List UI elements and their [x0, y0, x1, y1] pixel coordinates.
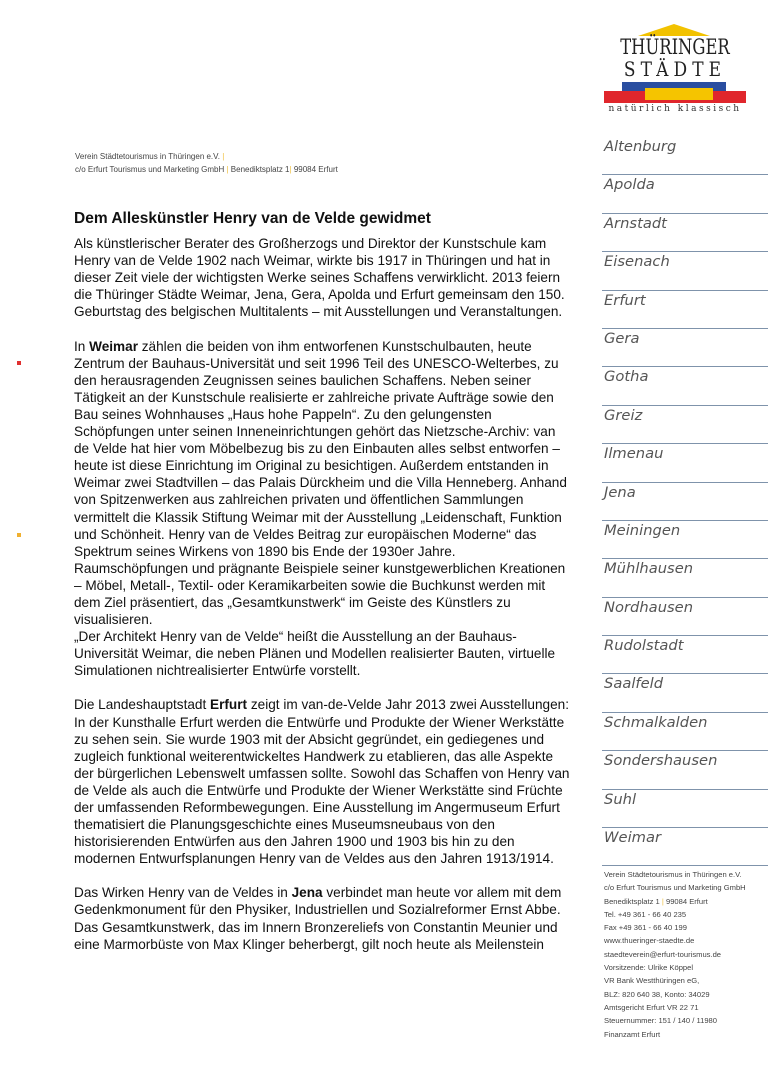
city-label: Schmalkalden [604, 714, 708, 731]
city-label: Gotha [604, 369, 649, 386]
city-item [602, 175, 768, 213]
city-label: Gera [604, 330, 640, 347]
logo-tagline: natürlich klassisch [608, 104, 742, 114]
separator: | [661, 896, 664, 906]
separator: | [289, 165, 292, 174]
separator: | [222, 152, 225, 161]
city-item [602, 713, 768, 751]
footer-phone: Tel. +49 361 - 66 40 235 [604, 909, 687, 919]
separator: | [226, 165, 229, 174]
city-label: Suhl [604, 791, 637, 808]
city-label: Eisenach [604, 254, 670, 271]
city-item [602, 751, 768, 789]
logo-yellow-bar [645, 88, 713, 100]
city-item [602, 444, 768, 482]
org-city: 99084 Erfurt [293, 165, 338, 174]
letterhead-address [75, 150, 338, 176]
footer-contact [604, 868, 746, 1041]
text: „Der Architekt Henry van de Velde“ heißt die Ausstellung an der Bauhaus-Universität Weimar, die neben Plänen und Modellen realisierter Bauten, virtuelle Simulationen nichtrealisierter Entwürfe vorstellt. [74, 629, 556, 679]
text: In [74, 338, 90, 354]
text: Das Wirken Henry van de Veldes in [74, 885, 292, 901]
city-label: Altenburg [604, 139, 677, 155]
footer-line: c/o Erfurt Tourismus und Marketing GmbH [604, 883, 746, 893]
city-label: Apolda [604, 177, 655, 194]
org-co: c/o Erfurt Tourismus und Marketing GmbH [75, 165, 225, 174]
city-item [602, 828, 768, 866]
city-label: Arnstadt [604, 215, 667, 232]
thueringer-staedte-logo [600, 24, 750, 116]
city-label: Sondershausen [604, 753, 718, 770]
footer-line: Vorsitzende: Ulrike Köppel [604, 963, 694, 973]
city-item [602, 598, 768, 636]
article [74, 210, 572, 970]
article-title: Dem Alleskünstler Henry van de Velde gewidmet [74, 210, 431, 227]
logo-line2: STÄDTE [623, 57, 727, 81]
city-item [602, 559, 768, 597]
city-label: Rudolstadt [604, 638, 684, 655]
city-name: Jena [291, 885, 323, 901]
city-item [602, 521, 768, 559]
footer-line: BLZ: 820 640 38, Konto: 34029 [604, 989, 710, 999]
city-item [602, 406, 768, 444]
logo-line1: THÜRINGER [620, 35, 730, 59]
city-label: Erfurt [604, 292, 646, 309]
city-label: Ilmenau [604, 446, 664, 463]
footer-email[interactable]: staedteverein@erfurt-tourismus.de [604, 949, 722, 959]
city-item [602, 252, 768, 290]
city-item [602, 790, 768, 828]
org-name: Verein Städtetourismus in Thüringen e.V. [75, 152, 220, 161]
city-item [602, 674, 768, 712]
paragraph-weimar [74, 338, 572, 680]
city-item [602, 636, 768, 674]
city-label: Greiz [604, 407, 643, 424]
city-item [602, 329, 768, 367]
margin-mark [17, 533, 21, 537]
city-label: Saalfeld [604, 676, 664, 693]
footer-line [604, 895, 746, 908]
footer-line: VR Bank Westthüringen eG, [604, 976, 700, 986]
footer-line: Amtsgericht Erfurt VR 22 71 [604, 1002, 699, 1012]
text: Die Landeshauptstadt [74, 697, 211, 713]
footer-website[interactable]: www.thueringer-staedte.de [604, 936, 695, 946]
city-label: Meiningen [604, 522, 681, 539]
city-label: Weimar [604, 830, 662, 847]
city-label: Mühlhausen [604, 561, 694, 578]
text: Benediktsplatz 1 [604, 896, 660, 906]
text: verbindet man heute vor allem mit dem Gedenkmonument für den Physiker, Industriellen und Sozialreformer Ernst Abbe. Das Gesamtkunstwerk, das im Innern Bronzereliefs von Constantin Meunier und eine Marmorbüste von Max Klinger beherbergt, gilt noch heute als Meilenstein [74, 885, 562, 952]
paragraph-intro: Als künstlerischer Berater des Großherzogs und Direktor der Kunstschule kam Henry van de Velde 1902 nach Weimar, wirkte bis 1917 in Thüringen und hat in dieser Zeit viele der wichtigsten Werke seines Schaffens verwirklicht. 2013 feiern die Thüringer Städte Weimar, Jena, Gera, Apolda und Erfurt gemeinsam den 150. Geburtstag des belgischen Multitalents – mit Ausstellungen und Veranstaltungen. [74, 236, 565, 320]
city-item [602, 483, 768, 521]
margin-mark [17, 361, 21, 365]
paragraph-erfurt [74, 696, 572, 867]
footer-fax: Fax +49 361 - 66 40 199 [604, 923, 687, 933]
city-item [602, 214, 768, 252]
text: 99084 Erfurt [665, 896, 708, 906]
footer-line: Steuernummer: 151 / 140 / 11980 [604, 1016, 717, 1026]
city-label: Jena [604, 484, 636, 501]
city-list [602, 137, 768, 866]
text: zählen die beiden von ihm entworfenen Kunstschulbauten, heute Zentrum der Bauhaus-Universität und seit 1996 Teil des UNESCO-Welterbes, zu den herausragenden Zeugnissen seines baulichen Schaffens. Neben seiner Tätigkeit an der Kunstschule realisierte er zahlreiche private Aufträge sowie den Bau seines Wohnhauses „Haus hohe Pappeln“. Zu den gelungensten Schöpfungen unter seinen Inneneinrichtungen gehört das Nietzsche-Archiv: van de Velde hat hier vom Möbelbezug bis zu den Einbauten alles selbst entworfen – heute ist diese Einrichtung im Original zu besichtigen. Außerdem entstanden in Weimar zwei Stadtvillen – das Palais Dürckheim und die Villa Henneberg. Anhand von Spitzenwerken aus zahlreichen privaten und öffentlichen Sammlungen vermittelt die Klassik Stiftung Weimar mit der Ausstellung „Leidenschaft, Funktion und Schönheit. Henry van de Veldes Beitrag zur europäischen Moderne“ das Spektrum seines Wirkens von 1890 bis Ende der 1930er Jahre. Raumschöpfungen und prägnante Beispiele seiner kunstgewerblichen Kreationen – Möbel, Metall-, Textil- oder Keramikarbeiten sowie die Buchkunst werden mit dem Ziel präsentiert, das „Gesamtkunstwerk“ im Geiste des Künstlers zu visualisieren. [74, 338, 567, 628]
footer-line: Verein Städtetourismus in Thüringen e.V. [604, 870, 742, 879]
city-name: Erfurt [210, 697, 248, 713]
city-item [602, 367, 768, 405]
footer-line: Finanzamt Erfurt [604, 1029, 661, 1039]
city-name: Weimar [89, 338, 138, 354]
org-street: Benediktsplatz 1 [230, 165, 290, 174]
text: zeigt im van-de-Velde Jahr 2013 zwei Ausstellungen: In der Kunsthalle Erfurt werden die Entwürfe und Produkte der Wiener Werkstätte zu sehen sein. Sie wurde 1903 mit der Absicht gegründet, ein gediegenes und zugleich funktional weiterentwickeltes Handwerk zu etablieren, das alle Aspekte der bürgerlichen Lebenswelt umfassen sollte. Sowohl das Schaffen von Henry van de Velde als auch die Entwürfe und Produkte der Wiener Werkstätte sind Früchte der umfassenden Reformbewegungen. Eine Ausstellung im Angermuseum Erfurt thematisiert die Planungsgeschichte eines Museumsneubaus von den historisierenden Entwürfen aus den Jahren 1900 und 1903 bis hin zu den modernen Entwurfsplanungen Henry van de Veldes aus den Jahren 1913/1914. [74, 697, 570, 867]
city-label: Nordhausen [604, 599, 694, 616]
city-item [602, 137, 768, 175]
city-item [602, 291, 768, 329]
paragraph-jena [74, 884, 572, 952]
